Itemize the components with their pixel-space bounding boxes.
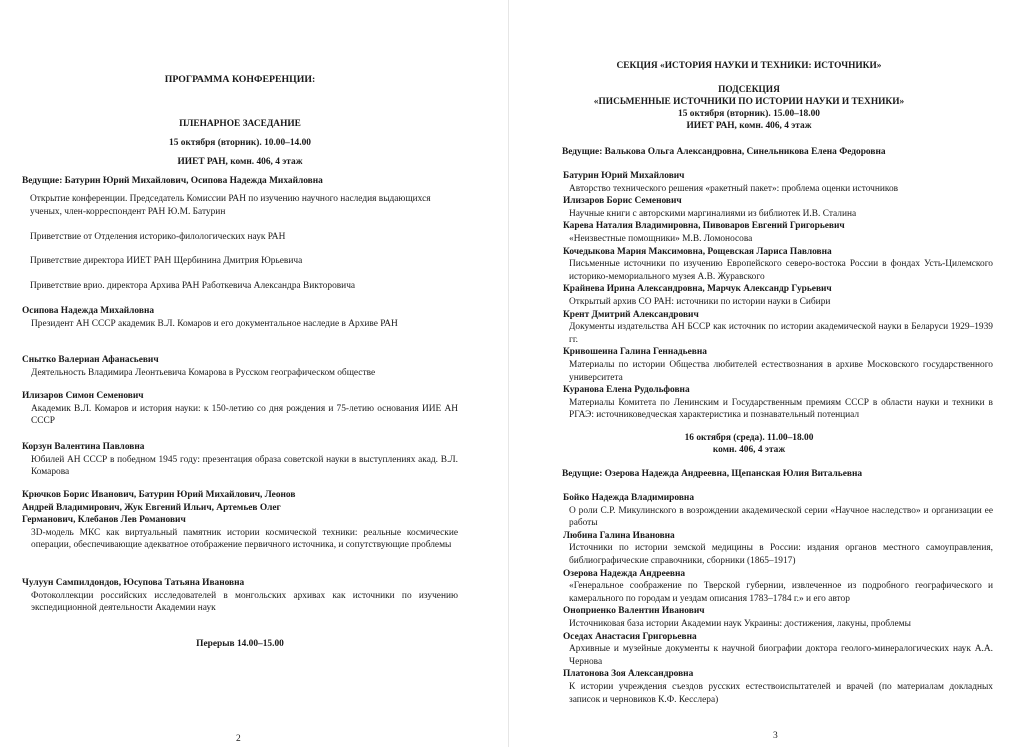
talk-title: Юбилей АН СССР в победном 1945 году: презентация образа советской науки в выступлениях акад. В.Л. Комарова (31, 454, 458, 478)
talk-author: Оноприенко Валентин Иванович (563, 606, 705, 617)
day1-talks (563, 170, 993, 422)
opening-item: Приветствие директора ИИЕТ РАН Щербинина Дмитрия Юрьевича (30, 256, 303, 266)
talk-title: Письменные источники по изучению Европейского северо-востока России в фондах Усть-Цилемского историко-мемориального музея А.В. Журавского (569, 259, 993, 282)
section-title: СЕКЦИЯ «ИСТОРИЯ НАУКИ И ТЕХНИКИ: ИСТОЧНИКИ» (616, 61, 882, 71)
plenary-place: ИИЕТ РАН, комн. 406, 4 этаж (177, 157, 303, 167)
talk-author: Кривошеина Галина Геннадьевна (563, 347, 707, 358)
talk-author: Куранова Елена Рудольфовна (563, 385, 690, 396)
talk-item (22, 441, 458, 479)
right-page (509, 0, 1024, 747)
talk-title: О роли С.Р. Микулинского в возрождении академической серии «Научное наследство» и организации ее работы (569, 505, 993, 529)
talk-author: Озерова Надежда Андреевна (563, 568, 686, 579)
talk-author: Карева Наталия Владимировна, Пивоваров Евгений Григорьевич (563, 221, 845, 232)
talk-item (22, 489, 458, 552)
talk-author: Крент Дмитрий Александрович (563, 309, 699, 320)
talk-title: Открытый архив СО РАН: источники по истории науки в Сибири (569, 296, 831, 307)
talk-author: Любина Галина Ивановна (563, 530, 675, 541)
talk-author: Крючков Борис Иванович, Батурин Юрий Михайлович, Леонов Андрей Владимирович, Жук Евгений Ильич, Артемьев Олег Германович, Клебанов Лев Романович (22, 490, 296, 526)
day1-chairs: Ведущие: Валькова Ольга Александровна, Синельникова Елена Федоровна (562, 147, 886, 157)
program-title: ПРОГРАММА КОНФЕРЕНЦИИ: (164, 74, 316, 85)
talk-title: Материалы Комитета по Ленинским и Государственным премиям СССР в области науки и техники в РГАЭ: источниковедческая характеристика и познавательный потенциал (569, 397, 993, 421)
talk-author: Крайнева Ирина Александровна, Марчук Александр Гурьевич (563, 284, 832, 295)
talk-item (22, 354, 458, 379)
talk-author: Кочедыкова Мария Максимовна, Рощевская Лариса Павловна (563, 246, 832, 257)
talk-item (22, 305, 458, 330)
talk-title: К истории учреждения съездов русских естествоиспытателей и врачей (по материалам докладных записок и черновиков К.Ф. Кесслера) (569, 681, 993, 705)
talk-author: Илизаров Симон Семенович (22, 391, 144, 401)
talk-item (22, 577, 458, 615)
talk-title: 3D-модель МКС как виртуальный памятник истории космической техники: реальные космические операции, обеспечивающие адекватное отображение первичного источника, и сопутствующие проблемы (31, 527, 458, 551)
talk-title: Архивные и музейные документы к научной биографии доктора геолого-минералогических наук А.А. Чернова (569, 644, 993, 667)
talk-title: «Неизвестные помощники» М.В. Ломоносова (569, 233, 753, 244)
talk-author: Батурин Юрий Михайлович (563, 171, 685, 181)
subsection-title: «ПИСЬМЕННЫЕ ИСТОЧНИКИ ПО ИСТОРИИ НАУКИ И ТЕХНИКИ» (593, 97, 905, 107)
break-notice: Перерыв 14.00–15.00 (196, 639, 284, 649)
talk-title: Фотоколлекции российских исследователей в монгольских архивах как источники по изучению экспедиционной деятельности Академии наук (31, 590, 458, 614)
talk-item (22, 390, 458, 428)
day2-talks (563, 492, 993, 706)
opening-item: Приветствие от Отделения историко-филологических наук РАН (30, 232, 286, 242)
talk-title: Академик В.Л. Комаров и история науки: к 150-летию со дня рождения и 75-летию основания ИИЕ АН СССР (31, 403, 458, 427)
talk-author: Оседах Анастасия Григорьевна (563, 631, 697, 642)
plenary-title: ПЛЕНАРНОЕ ЗАСЕДАНИЕ (179, 119, 301, 129)
plenary-date: 15 октября (вторник). 10.00–14.00 (169, 138, 311, 148)
talk-author: Чулуун Сампилдондов, Юсупова Татьяна Ивановна (22, 578, 245, 588)
day2-date: 16 октября (среда). 11.00–18.00 (684, 433, 814, 443)
talk-title: Материалы по истории Общества любителей естествознания в архиве Московского государственного университета (569, 359, 993, 383)
page-number: 3 (773, 731, 778, 741)
talk-title: «Генеральное соображение по Тверской губернии, извлеченное из подробного географического и камерального по городам и уездам описания 1783–1784 г.» и его автор (569, 581, 993, 604)
talk-title: Источники по истории земской медицины в России: издания органов местного самоуправления, библиографические справочники, сборники (1865–1917) (569, 543, 993, 566)
talk-title: Научные книги с авторскими маргиналиями из библиотек И.В. Сталина (569, 208, 857, 219)
day1-place: ИИЕТ РАН, комн. 406, 4 этаж (686, 121, 812, 131)
plenary-chairs: Ведущие: Батурин Юрий Михайлович, Осипова Надежда Михайловна (22, 176, 323, 186)
talk-title: Президент АН СССР академик В.Л. Комаров и его документальное наследие в Архиве РАН (31, 318, 398, 329)
talk-author: Платонова Зоя Александровна (563, 669, 694, 680)
day2-place: комн. 406, 4 этаж (712, 445, 786, 455)
opening-item: Открытие конференции. Председатель Комиссии РАН по изучению научного наследия выдающихся ученых, член-корреспондент РАН Ю.М. Батурин (30, 194, 431, 217)
opening-item: Приветствие врио. директора Архива РАН Работкевича Александра Викторовича (30, 281, 356, 291)
talk-title: Деятельность Владимира Леонтьевича Комарова в Русском географическом обществе (31, 367, 376, 378)
day2-chairs: Ведущие: Озерова Надежда Андреевна, Щепанская Юлия Витальевна (562, 469, 863, 479)
subsection-label: ПОДСЕКЦИЯ (718, 85, 780, 95)
left-page (0, 0, 509, 747)
day1-date: 15 октября (вторник). 15.00–18.00 (678, 109, 820, 119)
talk-title: Документы издательства АН БССР как источник по истории академической науки в Беларуси 1929–1939 гг. (569, 322, 993, 345)
talk-author: Бойко Надежда Владимировна (563, 493, 695, 503)
talk-author: Снытко Валериан Афанасьевич (22, 355, 159, 365)
talk-title: Источниковая база истории Академии наук Украины: достижения, лакуны, проблемы (569, 618, 911, 629)
talk-title: Авторство технического решения «ракетный пакет»: проблема оценки источников (569, 183, 899, 194)
talk-author: Илизаров Борис Семенович (563, 196, 682, 207)
talk-author: Корзун Валентина Павловна (22, 442, 145, 452)
page-number: 2 (236, 734, 241, 744)
talk-author: Осипова Надежда Михайловна (22, 306, 155, 316)
